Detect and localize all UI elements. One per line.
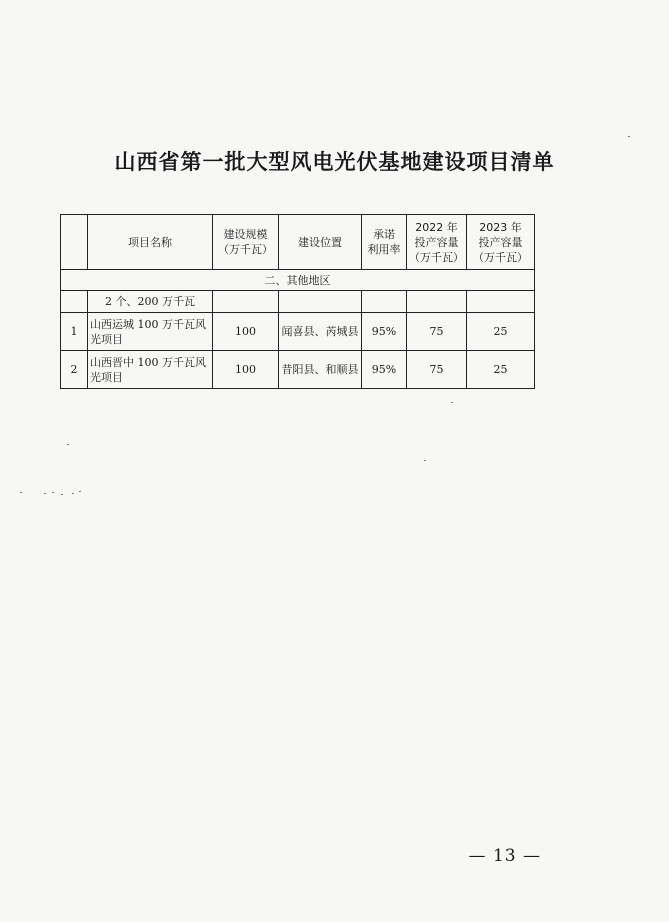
- page-number: — 13 —: [468, 846, 541, 866]
- row-project-name-line-2: 光项目: [90, 332, 123, 346]
- scan-speck: [52, 492, 54, 493]
- group-index-cell: [61, 291, 88, 313]
- row-index: 1: [61, 313, 88, 351]
- project-list-table: [60, 214, 535, 389]
- scan-speck: [61, 494, 63, 495]
- header-cap-2022-line-3: （万千瓦）: [409, 250, 464, 264]
- scan-speck: [79, 491, 81, 492]
- header-rate: [362, 215, 407, 270]
- row-scale: 100: [213, 313, 279, 351]
- table-row: [61, 313, 535, 351]
- row-cap-2022: 75: [407, 313, 467, 351]
- header-cap-2022-line-2: 投产容量: [414, 235, 459, 249]
- header-location: 建设位置: [279, 215, 362, 270]
- row-cap-2022: 75: [407, 351, 467, 389]
- row-project-name: [88, 313, 213, 351]
- row-project-name: [88, 351, 213, 389]
- group-empty-cell: [407, 291, 467, 313]
- scan-speck: [628, 136, 630, 137]
- scan-speck: [72, 493, 74, 494]
- table-header-row: [61, 215, 535, 270]
- scan-speck: [67, 444, 69, 445]
- row-cap-2023: 25: [467, 351, 535, 389]
- row-index: 2: [61, 351, 88, 389]
- group-row: [61, 291, 535, 313]
- row-project-name-line-1: 山西晋中 100 万千瓦风: [90, 355, 206, 369]
- header-scale-line-2: （万千瓦）: [218, 243, 273, 256]
- header-cap-2022-line-1: 2022 年: [415, 220, 458, 234]
- row-scale: 100: [213, 351, 279, 389]
- group-empty-cell: [362, 291, 407, 313]
- group-empty-cell: [213, 291, 279, 313]
- row-project-name-line-2: 光项目: [90, 370, 123, 384]
- row-rate: 95%: [362, 313, 407, 351]
- header-cap-2023-line-1: 2023 年: [479, 220, 522, 234]
- scan-speck: [20, 492, 22, 493]
- group-label: 2 个、200 万千瓦: [88, 291, 213, 313]
- header-cap-2022: [407, 215, 467, 270]
- header-index: [61, 215, 88, 270]
- row-location: 闻喜县、芮城县: [279, 313, 362, 351]
- header-cap-2023-line-3: （万千瓦）: [473, 250, 528, 264]
- row-cap-2023: 25: [467, 313, 535, 351]
- header-scale-line-1: 建设规模: [223, 228, 268, 241]
- row-project-name-line-1: 山西运城 100 万千瓦风: [90, 317, 206, 331]
- header-cap-2023: [467, 215, 535, 270]
- header-scale: [213, 215, 279, 270]
- scan-speck: [451, 402, 453, 403]
- document-title: 山西省第一批大型风电光伏基地建设项目清单: [114, 149, 555, 174]
- section-label: 二、其他地区: [61, 270, 535, 291]
- scan-speck: [424, 460, 426, 461]
- group-empty-cell: [279, 291, 362, 313]
- header-project-name: 项目名称: [88, 215, 213, 270]
- group-empty-cell: [467, 291, 535, 313]
- header-rate-line-1: 承诺: [373, 228, 395, 241]
- table-row: [61, 351, 535, 389]
- scan-speck: [44, 493, 46, 494]
- header-rate-line-2: 利用率: [367, 243, 401, 256]
- row-location: 昔阳县、和顺县: [279, 351, 362, 389]
- row-rate: 95%: [362, 351, 407, 389]
- section-row: [61, 270, 535, 291]
- header-cap-2023-line-2: 投产容量: [478, 235, 523, 249]
